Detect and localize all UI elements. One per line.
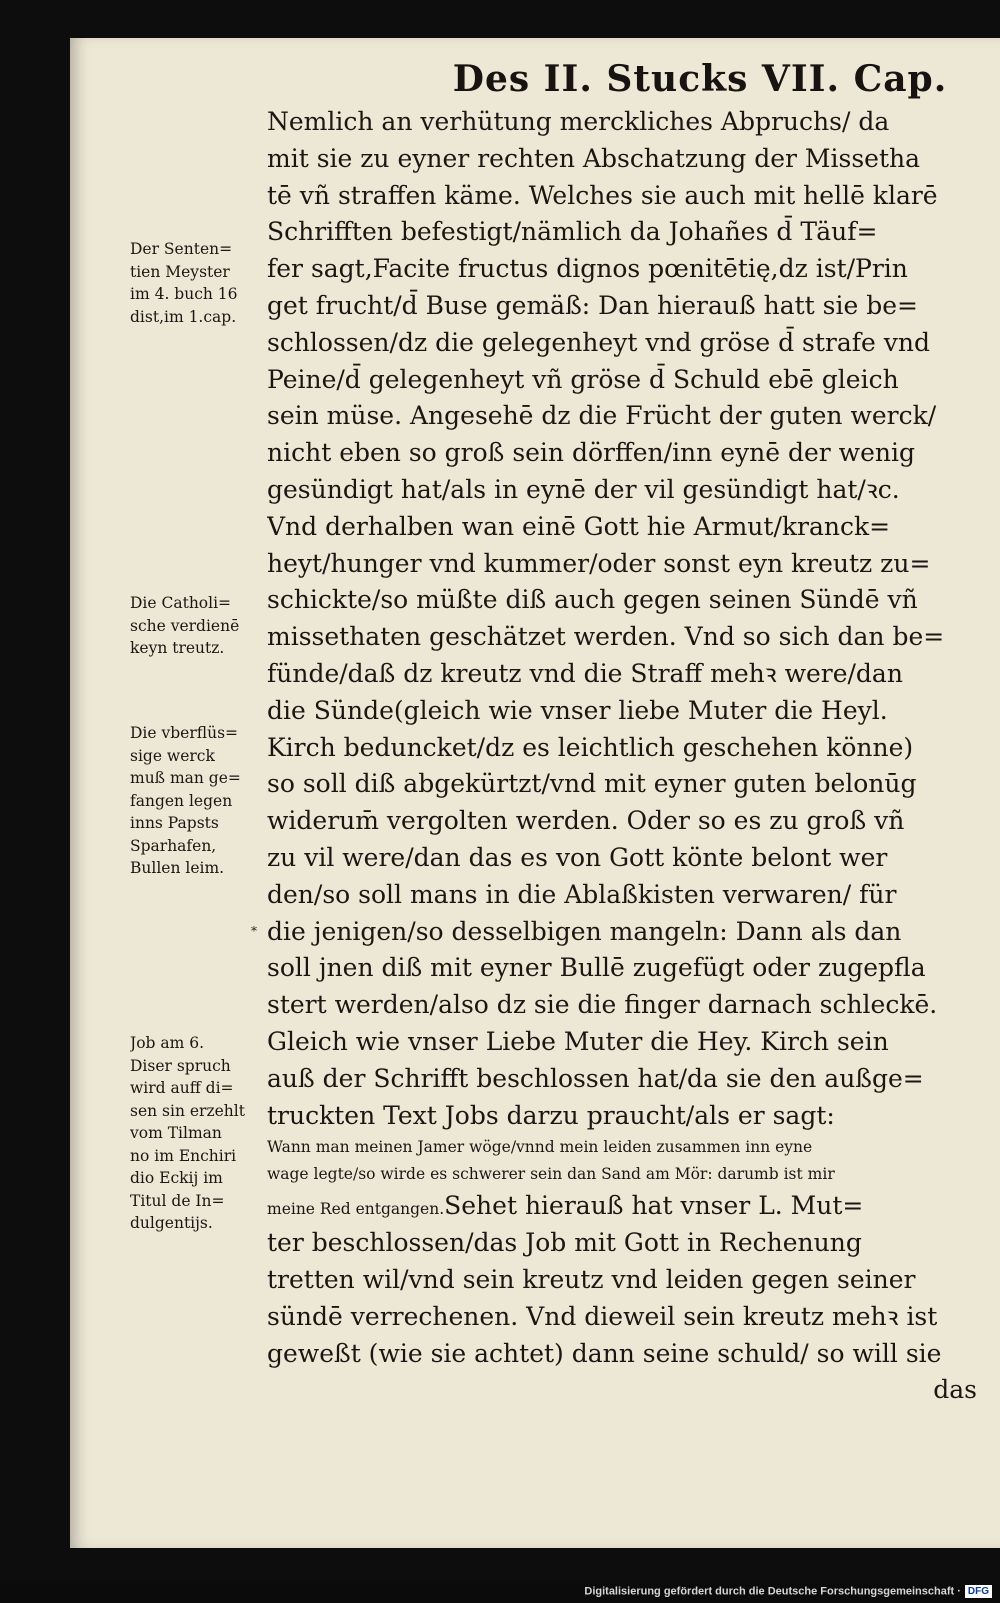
marginal-line: Job am 6.: [130, 1034, 205, 1052]
body-line: so soll diß abgekürtzt/vnd mit eyner guten belonūg: [267, 769, 917, 799]
marginal-line: dulgentijs.: [130, 1214, 213, 1232]
marginal-line: no im Enchiri: [130, 1146, 237, 1165]
body-line: missethaten geschätzet werden. Vnd so sich dan be=: [267, 622, 945, 652]
marginal-line: Diser spruch: [130, 1056, 231, 1075]
body-lines: [267, 104, 977, 1134]
quote-line: Wann man meinen Jamer wöge/vnnd mein leiden zusammen inn eyne: [267, 1138, 813, 1157]
body-line: stert werden/also dz sie die finger darnach schleckē.: [267, 990, 938, 1020]
body-line: Nemlich an verhütung merckliches Abpruchs/ da: [267, 107, 890, 136]
quote-block: [267, 1134, 977, 1188]
marginal-line: fangen legen: [130, 791, 233, 810]
body-line: fünde/daß dz kreutz vnd die Straff mehꝛ were/dan: [267, 658, 903, 688]
body-line: Kirch beduncket/dz es leichtlich geschehen könne): [267, 732, 914, 762]
body-line: auß der Schrifft beschlossen hat/da sie den außge=: [267, 1063, 924, 1093]
closing-lines: [267, 1225, 977, 1372]
body-line: fer sagt,Facite fructus dignos pœnitētię,dz ist/Prin: [267, 254, 908, 284]
body-line: soll jnen diß mit eyner Bullē zugefügt oder zugepfla: [267, 953, 926, 983]
body-line: die jenigen/so desselbigen mangeln: Dann als dan: [267, 916, 902, 946]
marginal-line: vom Tilman: [130, 1124, 222, 1142]
body-text: [267, 104, 977, 1409]
marginal-line: dist,im 1.cap.: [130, 307, 237, 326]
body-line: sein müse. Angesehē dz die Frücht der guten werck/: [267, 401, 937, 431]
body-line: heyt/hunger vnd kummer/oder sonst eyn kreutz zu=: [267, 548, 931, 578]
body-line: get frucht/d̄ Buse gemäß: Dan hierauß hatt sie be=: [267, 290, 918, 320]
marginal-line: sche verdienē: [130, 616, 240, 635]
body-line: schlossen/dz die gelegenheyt vnd gröse d̄ strafe vnd: [267, 327, 930, 357]
body-line: widerum̄ vergolten werden. Oder so es zu groß vñ: [267, 806, 905, 836]
marginal-line: inns Papsts: [130, 814, 219, 832]
body-line: den/so soll mans in die Ablaßkisten verwaren/ für: [267, 879, 897, 909]
asterisk-mark: *: [251, 924, 257, 938]
marginal-line: sen sin erzehlt: [130, 1101, 245, 1120]
marginal-note-job: [130, 1032, 265, 1235]
footer-text: Digitalisierung gefördert durch die Deutsche Forschungsgemeinschaft ·: [584, 1585, 961, 1598]
marginal-line: Der Senten=: [130, 240, 233, 258]
marginal-note-catholic: [130, 592, 265, 660]
body-line: Gleich wie vnser Liebe Muter die Hey. Kirch sein: [267, 1026, 889, 1056]
marginal-line: sige werck: [130, 746, 215, 765]
body-line: tretten wil/vnd sein kreutz vnd leiden gegen seiner: [267, 1264, 916, 1294]
marginal-note-works: [130, 722, 265, 880]
marginal-line: Die Catholi=: [130, 594, 232, 612]
book-page: [70, 38, 1000, 1548]
body-line: nicht eben so groß sein dörffen/inn eynē der wenig: [267, 438, 915, 468]
marginal-line: Die vberflüs=: [130, 724, 239, 742]
funding-footer: [584, 1585, 992, 1598]
marginal-line: Sparhafen,: [130, 836, 217, 855]
body-line: ter beschlossen/das Job mit Gott in Rechenung: [267, 1228, 862, 1258]
body-line: sündē verrechenen. Vnd dieweil sein kreutz mehꝛ ist: [267, 1301, 938, 1331]
body-line: [267, 1188, 977, 1225]
quote-tail: Sehet hierauß hat vnser L. Mut=: [444, 1191, 864, 1221]
marginal-line: Bullen leim.: [130, 859, 225, 877]
body-line: Vnd derhalben wan einē Gott hie Armut/kranck=: [267, 511, 891, 541]
body-line: die Sünde(gleich wie vnser liebe Muter die Heyl.: [267, 695, 888, 725]
marginal-line: wird auff di=: [130, 1079, 234, 1097]
body-line: tē vñ straffen käme. Welches sie auch mit hellē klarē: [267, 180, 938, 210]
marginal-line: im 4. buch 16: [130, 285, 238, 303]
body-line: geweßt (wie sie achtet) dann seine schuld/ so will sie: [267, 1338, 942, 1368]
body-line: Schrifften befestigt/nämlich da Johañes d̄ Täuf=: [267, 217, 878, 247]
body-line: zu vil were/dan das es von Gott könte belont wer: [267, 842, 888, 872]
marginal-line: muß man ge=: [130, 769, 241, 787]
body-line: truckten Text Jobs darzu praucht/als er sagt:: [267, 1100, 835, 1130]
dfg-logo-icon: DFG: [965, 1585, 992, 1598]
marginal-line: tien Meyster: [130, 262, 230, 281]
body-line: schickte/so müßte diß auch gegen seinen Sündē vñ: [267, 585, 918, 615]
body-line: Peine/d̄ gelegenheyt vñ gröse d̄ Schuld ebē gleich: [267, 364, 899, 394]
marginal-line: keyn treutz.: [130, 639, 225, 657]
marginal-line: Titul de In=: [130, 1191, 225, 1210]
quote-line: wage legte/so wirde es schwerer sein dan Sand am Mör: darumb ist mir: [267, 1165, 835, 1184]
catchword: das: [933, 1375, 977, 1405]
marginal-note-sentenzen: [130, 238, 265, 328]
running-head: Des II. Stucks VII. Cap.: [452, 58, 948, 100]
marginal-line: dio Eckij im: [130, 1169, 223, 1187]
body-line: mit sie zu eyner rechten Abschatzung der Missetha: [267, 143, 920, 173]
quote-end: meine Red entgangen.: [267, 1200, 445, 1219]
body-line: gesündigt hat/als in eynē der vil gesündigt hat/ꝛc.: [267, 474, 900, 504]
